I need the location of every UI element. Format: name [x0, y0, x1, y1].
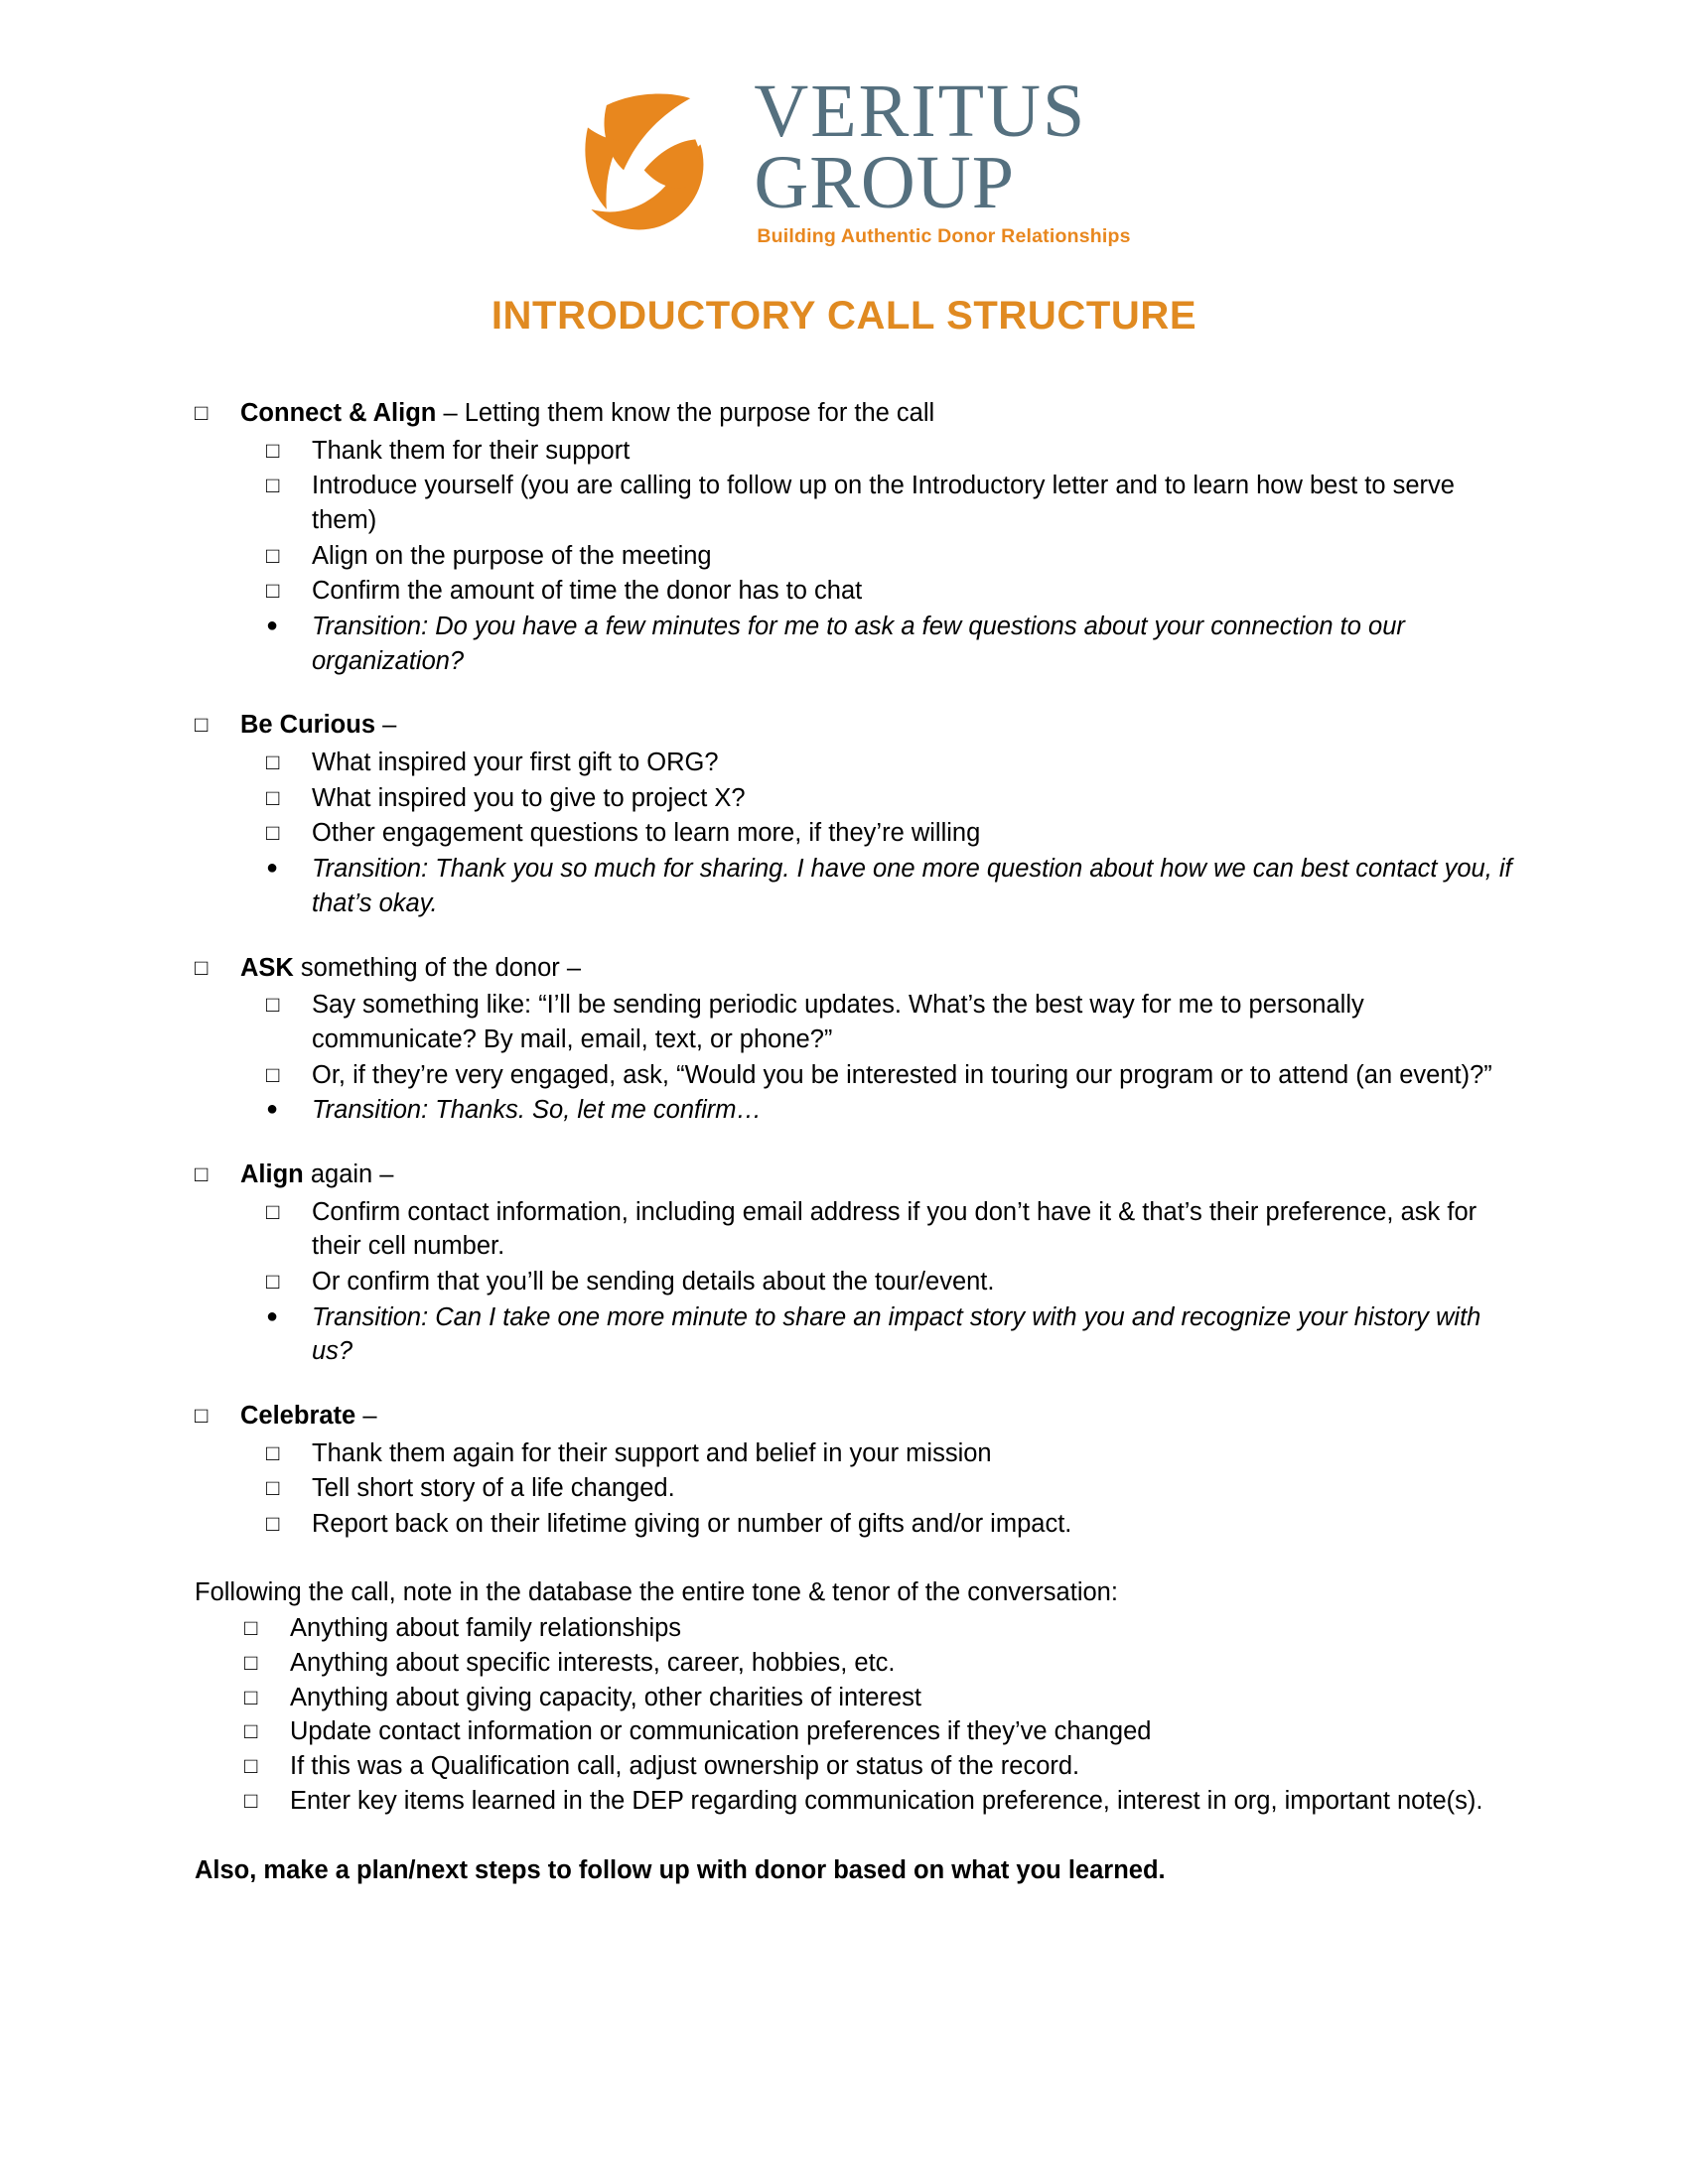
- list-item: [195, 816, 1519, 851]
- list-item: [195, 539, 1519, 574]
- section-item-text: Thank them again for their support and belief in your mission: [312, 1438, 992, 1467]
- list-item: [195, 1714, 1519, 1749]
- logo-name-veritus: VERITUS: [754, 69, 1087, 153]
- section-item-text: What inspired you to give to project X?: [312, 783, 746, 812]
- square-bullet-icon: □: [195, 400, 209, 426]
- square-bullet-icon: □: [244, 1752, 258, 1778]
- list-item: [195, 1681, 1519, 1715]
- section-heading-label: Celebrate: [240, 1401, 356, 1430]
- square-bullet-icon: □: [266, 820, 280, 846]
- section-heading-label: Align: [240, 1160, 304, 1188]
- post-call-notes-block: [195, 1575, 1519, 1819]
- post-call-item-text: Anything about specific interests, career, hobbies, etc.: [290, 1648, 896, 1677]
- list-item: [195, 781, 1519, 816]
- square-bullet-icon: □: [244, 1718, 258, 1744]
- square-bullet-icon: □: [244, 1615, 258, 1641]
- list-item: [195, 708, 1519, 743]
- list-item: [195, 610, 1519, 678]
- square-bullet-icon: □: [266, 1268, 280, 1294]
- list-item: [195, 1436, 1519, 1471]
- section-heading-description: –: [355, 1401, 377, 1430]
- call-section: [195, 1399, 1519, 1542]
- square-bullet-icon: □: [266, 1475, 280, 1501]
- list-item: [195, 951, 1519, 986]
- section-item-text: What inspired your first gift to ORG?: [312, 749, 719, 777]
- section-heading-label: ASK: [240, 953, 294, 982]
- closing-statement: Also, make a plan/next steps to follow up with donor based on what you learned.: [195, 1856, 1166, 1885]
- list-item: [195, 1195, 1519, 1264]
- list-item: [195, 1784, 1519, 1819]
- section-item-text: Confirm the amount of time the donor has to chat: [312, 577, 863, 606]
- section-item-text: Introduce yourself (you are calling to follow up on the Introductory letter and to learn how best to serve them): [312, 472, 1455, 535]
- document-body: [0, 396, 1688, 1888]
- square-bullet-icon: □: [266, 437, 280, 463]
- section-item-text: Say something like: “I’ll be sending periodic updates. What’s the best way for me to personally communicate? By mail, email, text, or phone?”: [312, 991, 1364, 1053]
- section-heading-label: Be Curious: [240, 711, 376, 740]
- call-section: [195, 951, 1519, 1128]
- square-bullet-icon: □: [266, 992, 280, 1018]
- square-bullet-icon: □: [266, 1510, 280, 1536]
- transition-text: Transition: Thanks. So, let me confirm…: [312, 1096, 763, 1125]
- list-item: [195, 1611, 1519, 1646]
- square-bullet-icon: □: [195, 1160, 209, 1186]
- transition-text: Transition: Can I take one more minute to share an impact story with you and recognize your history with us?: [312, 1302, 1481, 1366]
- square-bullet-icon: □: [266, 1061, 280, 1087]
- section-heading-label: Connect & Align: [240, 399, 437, 428]
- list-item: [195, 1093, 1519, 1128]
- disc-bullet-icon: ●: [266, 1098, 279, 1121]
- square-bullet-icon: □: [195, 712, 209, 738]
- section-heading: [240, 708, 1519, 743]
- post-call-intro-text: Following the call, note in the database the entire tone & tenor of the conversation:: [195, 1577, 1118, 1606]
- list-item: [195, 469, 1519, 537]
- disc-bullet-icon: ●: [266, 614, 279, 637]
- section-item-text: Or, if they’re very engaged, ask, “Would you be interested in touring our program or to attend (an event)?”: [312, 1060, 1492, 1089]
- call-section: [195, 396, 1519, 678]
- section-heading-description: – Letting them know the purpose for the call: [436, 399, 935, 428]
- square-bullet-icon: □: [244, 1649, 258, 1675]
- section-item-text: Or confirm that you’ll be sending details about the tour/event.: [312, 1267, 995, 1296]
- list-item: [195, 746, 1519, 780]
- section-heading-description: again –: [303, 1160, 394, 1188]
- list-item: [195, 434, 1519, 469]
- page-title: INTRODUCTORY CALL STRUCTURE: [491, 294, 1197, 339]
- square-bullet-icon: □: [266, 1198, 280, 1224]
- transition-text: Transition: Thank you so much for sharing. I have one more question about how we can best contact you, if that’s okay.: [312, 855, 1512, 917]
- square-bullet-icon: □: [266, 784, 280, 810]
- logo-wordmark: [754, 71, 1130, 248]
- disc-bullet-icon: ●: [266, 1304, 279, 1327]
- square-bullet-icon: □: [195, 1402, 209, 1428]
- square-bullet-icon: □: [266, 542, 280, 568]
- list-item: [195, 1646, 1519, 1681]
- veritus-group-logo: [0, 0, 1688, 248]
- list-item: [195, 1399, 1519, 1433]
- section-heading: [240, 1158, 1519, 1192]
- section-heading-description: something of the donor –: [293, 953, 582, 982]
- section-item-text: Tell short story of a life changed.: [312, 1474, 675, 1503]
- list-item: [195, 1507, 1519, 1542]
- square-bullet-icon: □: [244, 1787, 258, 1813]
- section-heading: [240, 951, 1519, 986]
- square-bullet-icon: □: [266, 1439, 280, 1465]
- section-item-text: Report back on their lifetime giving or number of gifts and/or impact.: [312, 1509, 1072, 1538]
- square-bullet-icon: □: [266, 578, 280, 604]
- list-item: [195, 1749, 1519, 1784]
- list-item: [195, 1058, 1519, 1093]
- list-item: [195, 1158, 1519, 1192]
- disc-bullet-icon: ●: [266, 857, 279, 880]
- list-item: [195, 988, 1519, 1056]
- square-bullet-icon: □: [266, 750, 280, 775]
- post-call-item-text: If this was a Qualification call, adjust ownership or status of the record.: [290, 1751, 1080, 1780]
- logo-name-group: GROUP: [754, 140, 1015, 224]
- call-section: [195, 1158, 1519, 1369]
- square-bullet-icon: □: [244, 1684, 258, 1709]
- call-section: [195, 708, 1519, 920]
- post-call-item-text: Anything about family relationships: [290, 1614, 682, 1643]
- list-item: [195, 852, 1519, 920]
- post-call-item-text: Enter key items learned in the DEP regarding communication preference, interest in org, important note(s).: [290, 1786, 1483, 1815]
- square-bullet-icon: □: [266, 473, 280, 498]
- square-bullet-icon: □: [195, 954, 209, 980]
- section-heading-description: –: [375, 711, 397, 740]
- list-item: [195, 1265, 1519, 1299]
- list-item: [195, 574, 1519, 609]
- sections-container: [195, 396, 1519, 1541]
- section-item-text: Thank them for their support: [312, 436, 631, 465]
- section-heading: [240, 396, 1519, 431]
- post-call-item-text: Update contact information or communication preferences if they’ve changed: [290, 1717, 1152, 1746]
- post-call-items-list: [195, 1611, 1519, 1818]
- veritus-leaf-mark-icon: [557, 74, 728, 245]
- post-call-item-text: Anything about giving capacity, other charities of interest: [290, 1683, 921, 1711]
- section-item-text: Other engagement questions to learn more, if they’re willing: [312, 819, 981, 848]
- section-item-text: Align on the purpose of the meeting: [312, 541, 712, 570]
- list-item: [195, 396, 1519, 431]
- section-item-text: Confirm contact information, including email address if you don’t have it & that’s their preference, ask for their cell number.: [312, 1197, 1477, 1261]
- list-item: [195, 1471, 1519, 1506]
- section-heading: [240, 1399, 1519, 1433]
- transition-text: Transition: Do you have a few minutes for me to ask a few questions about your connection to our organization?: [312, 613, 1405, 675]
- logo-tagline: Building Authentic Donor Relationships: [757, 225, 1131, 248]
- list-item: [195, 1300, 1519, 1369]
